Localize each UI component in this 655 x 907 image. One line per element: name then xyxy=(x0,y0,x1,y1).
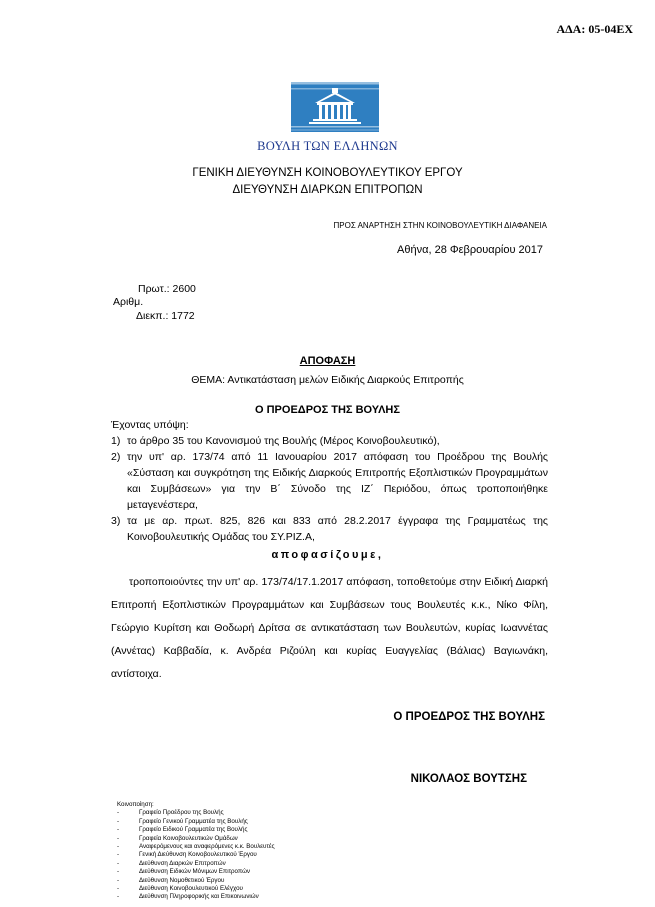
cc-item xyxy=(117,885,275,893)
cc-item xyxy=(117,818,275,826)
diekp-number: 1772 xyxy=(171,310,195,322)
cc-item-text: Διεύθυνση Νομοθετικού Έργου xyxy=(139,876,225,884)
cc-item xyxy=(117,868,275,876)
cc-heading: Κοινοποίηση: xyxy=(117,801,154,808)
bullet-dash: - xyxy=(117,885,120,893)
bullet-dash: - xyxy=(117,893,120,901)
cc-item-text: Γραφείο Γενικού Γραμματέα της Βουλής xyxy=(139,817,248,825)
cc-item-text: Διεύθυνση Πληροφορικής και Επικοινωνιών xyxy=(139,893,259,901)
posting-note: ΠΡΟΣ ΑΝΑΡΤΗΣΗ ΣΤΗΝ ΚΟΙΝΟΒΟΥΛΕΥΤΙΚΗ ΔΙΑΦΑΝΕΙΑ xyxy=(333,221,547,230)
bullet-dash: - xyxy=(117,859,120,867)
document-date: Αθήνα, 28 Φεβρουαρίου 2017 xyxy=(397,244,543,256)
bullet-dash: - xyxy=(117,876,120,884)
item-text: τα με αρ. πρωτ. 825, 826 και 833 από 28.2.2017 έγγραφα της Γραμματέως της Κοινοβουλευτικής Ομάδας του ΣΥ.ΡΙΖ.Α, xyxy=(127,515,548,543)
prot-number: 2600 xyxy=(172,283,196,295)
cc-item xyxy=(117,826,275,834)
decide-heading: αποφασίζουμε, xyxy=(271,549,384,561)
cc-item-text: Διεύθυνση Διαρκών Επιτροπών xyxy=(139,859,226,867)
bullet-dash: - xyxy=(117,843,120,851)
cc-item xyxy=(117,851,275,859)
ada-code: ΑΔΑ: 05-04ΕΧ xyxy=(556,22,633,36)
directorate: ΔΙΕΥΘΥΝΣΗ ΔΙΑΡΚΩΝ ΕΠΙΤΡΟΠΩΝ xyxy=(232,184,423,196)
subject-line: ΘΕΜΑ: Αντικατάσταση μελών Ειδικής Διαρκούς Επιτροπής xyxy=(191,374,464,386)
bullet-dash: - xyxy=(117,868,120,876)
item-text: το άρθρο 35 του Κανονισμού της Βουλής (Μέρος Κοινοβουλευτικό), xyxy=(127,435,440,447)
item-number: 2) xyxy=(111,451,121,463)
decision-title: ΑΠΟΦΑΣΗ xyxy=(299,355,356,367)
signature-name: ΝΙΚΟΛΑΟΣ ΒΟΥΤΣΗΣ xyxy=(410,773,527,785)
considering-label: Έχοντας υπόψη: xyxy=(111,419,189,431)
president-heading: Ο ΠΡΟΕΔΡΟΣ ΤΗΣ ΒΟΥΛΗΣ xyxy=(255,404,400,416)
cc-item-text: Διεύθυνση Κοινοβουλευτικού Ελέγχου xyxy=(139,885,243,893)
bullet-dash: - xyxy=(117,817,120,825)
cc-item-text: Γραφείο Προέδρου της Βουλής xyxy=(139,809,224,817)
parliament-logo-icon xyxy=(291,82,379,132)
reference-block xyxy=(138,283,196,295)
brand-name: ΒΟΥΛΗ ΤΩΝ ΕΛΛΗΝΩΝ xyxy=(257,139,398,153)
decision-body: τροποποιούντες την υπ' αρ. 173/74/17.1.2017 απόφαση, τοποθετούμε στην Ειδική Διαρκή Επιτροπή Εξοπλιστικών Προγραμμάτων και Συμβάσεων τους Βουλευτές κ.κ., Νίκο Φίλη, Γεώργιο Κυρίτση και Θοδωρή Δρίτσα σε αντικατάσταση των Βουλευτών, κυρίας Ιωαννέτας (Αννέτας) Καββαδία, κ. Ανδρέα Ριζούλη και κυρίας Ευαγγελίας (Βάλιας) Βαγιωνάκη, αντίστοιχα. xyxy=(111,576,548,680)
cc-item-text: Γραφείο Ειδικού Γραμματέα της Βουλής xyxy=(139,826,248,834)
signature-title: Ο ΠΡΟΕΔΡΟΣ ΤΗΣ ΒΟΥΛΗΣ xyxy=(393,711,545,723)
bullet-dash: - xyxy=(117,809,120,817)
prot-label: Πρωτ.: xyxy=(138,283,170,295)
cc-item-text: Αναφερόμενους και αναφερόμενες κ.κ. Βουλευτές xyxy=(139,843,275,851)
cc-item xyxy=(117,860,275,868)
cc-item xyxy=(117,835,275,843)
diekp-label: Διεκπ.: xyxy=(136,310,169,322)
cc-list xyxy=(117,801,275,902)
cc-item xyxy=(117,893,275,901)
cc-item-text: Γενική Διεύθυνση Κοινοβουλευτικού Έργου xyxy=(139,851,257,859)
cc-item xyxy=(117,843,275,851)
general-directorate: ΓΕΝΙΚΗ ΔΙΕΥΘΥΝΣΗ ΚΟΙΝΟΒΟΥΛΕΥΤΙΚΟΥ ΕΡΓΟΥ xyxy=(192,167,463,179)
item-number: 1) xyxy=(111,435,121,447)
considerations xyxy=(111,417,548,545)
list-item xyxy=(111,433,548,449)
list-item xyxy=(111,449,548,513)
arith-label: Αριθμ. xyxy=(113,296,144,308)
cc-item-text: Γραφεία Κοινοβουλευτικών Ομάδων xyxy=(139,834,238,842)
cc-item xyxy=(117,809,275,817)
item-number: 3) xyxy=(111,515,121,527)
bullet-dash: - xyxy=(117,851,120,859)
item-text: την υπ' αρ. 173/74 από 11 Ιανουαρίου 2017 απόφαση του Προέδρου της Βουλής «Σύσταση και συγκρότηση της Ειδικής Διαρκούς Επιτροπής Εξοπλιστικών Προγραμμάτων και Συμβάσεων» για την Β΄ Σύνοδο της ΙΖ΄ Περιόδου, όπως τροποποιήθηκε μεταγενέστερα, xyxy=(127,451,548,511)
cc-item-text: Διεύθυνση Ειδικών Μόνιμων Επιτροπών xyxy=(139,868,250,876)
bullet-dash: - xyxy=(117,826,120,834)
bullet-dash: - xyxy=(117,834,120,842)
cc-item xyxy=(117,877,275,885)
diekp-block xyxy=(136,310,195,322)
list-item xyxy=(111,513,548,545)
